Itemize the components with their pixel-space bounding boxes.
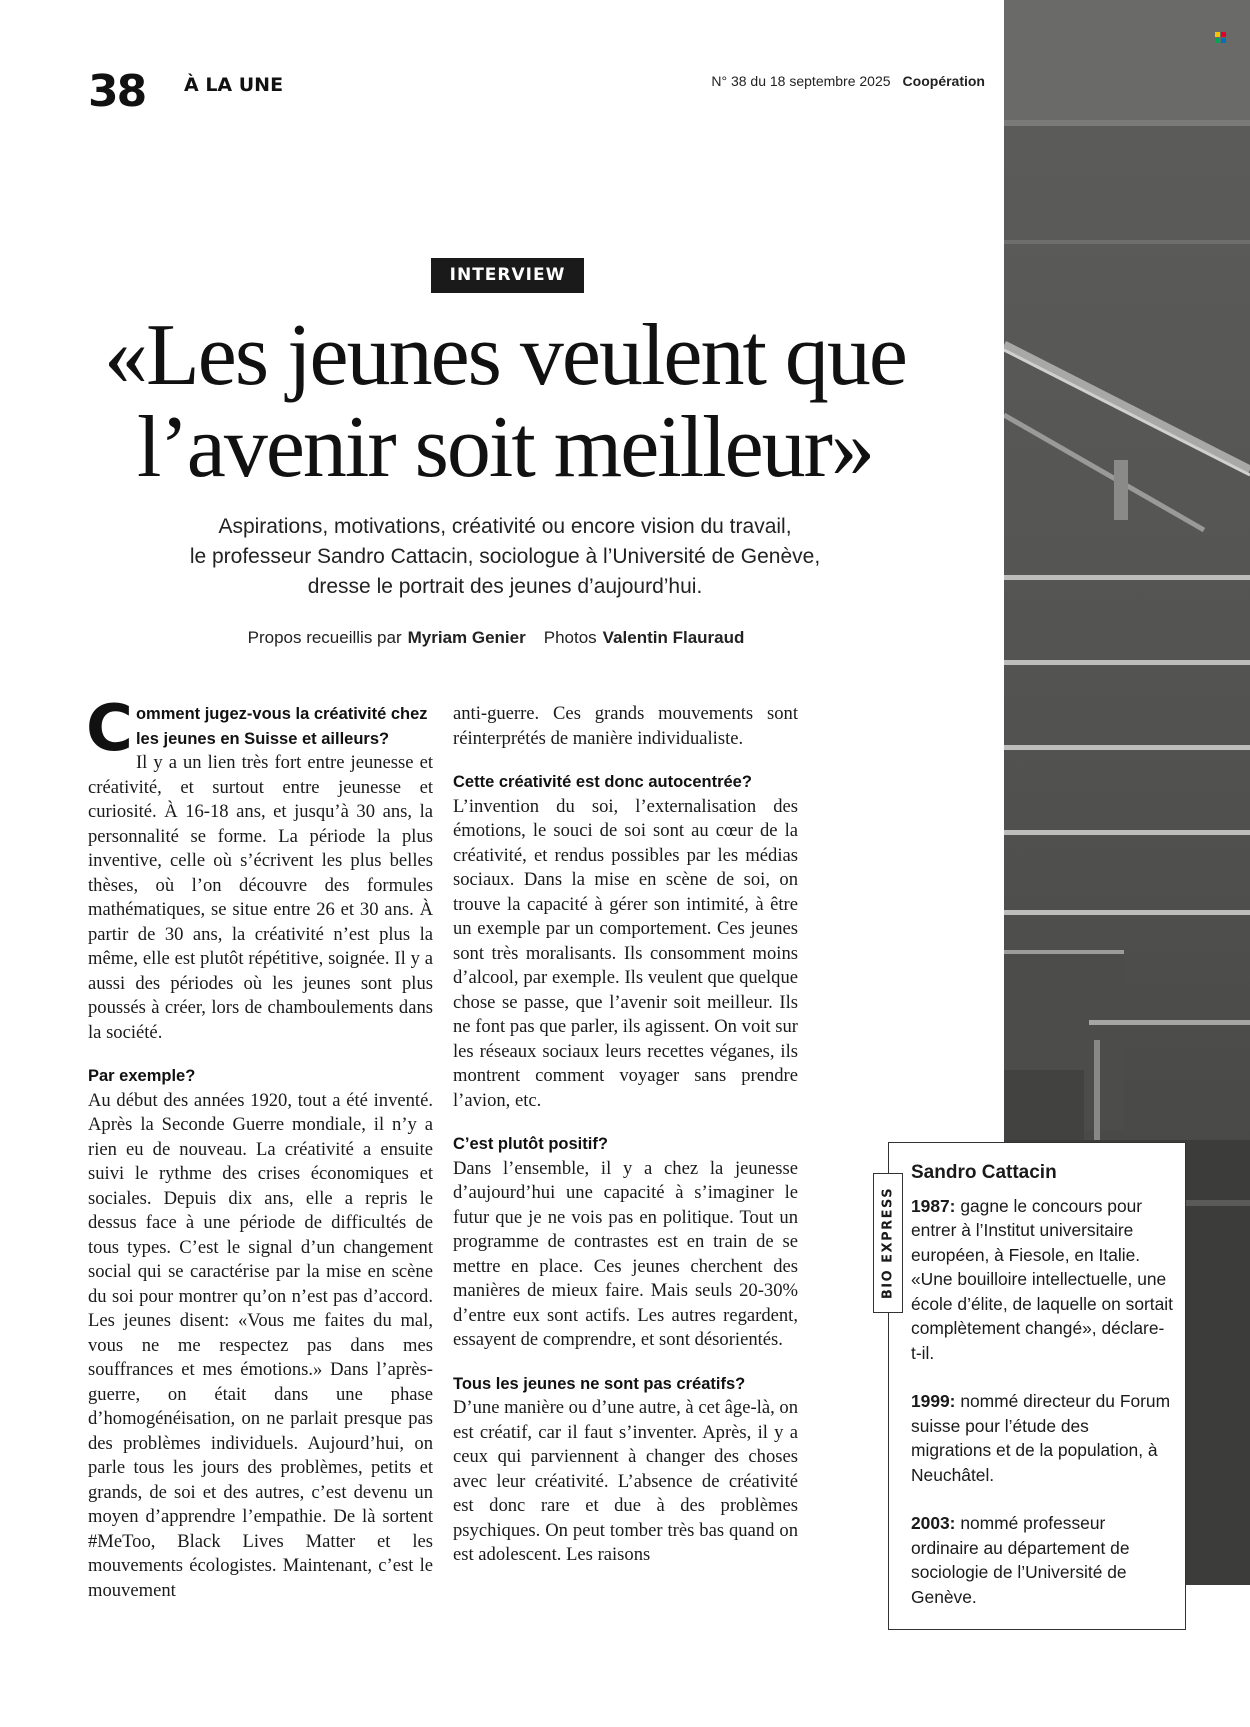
standfirst-line-3: dresse le portrait des jeunes d’aujourd’hui. bbox=[307, 575, 703, 598]
bio-content bbox=[911, 1161, 1173, 1633]
interview-tag: INTERVIEW bbox=[431, 258, 584, 293]
qa-block bbox=[453, 770, 798, 1113]
question: Cette créativité est donc autocentrée? bbox=[453, 773, 752, 791]
page-number: 38 bbox=[88, 66, 146, 117]
bio-entry: 1987: gagne le concours pour entrer à l’Institut universitaire européen, à Fiesole, en Italie. «Une bouilloire intellectuelle, une école d’élite, de laquelle on sortait complètement changé», déclare-t-il. bbox=[911, 1195, 1173, 1363]
headline-line-1: «Les jeunes veulent que bbox=[104, 307, 906, 404]
headline-line-2: l’avenir soit meilleur» bbox=[137, 399, 873, 496]
section-title: À LA UNE bbox=[184, 74, 284, 96]
interview-label: Propos recueillis par bbox=[247, 628, 402, 647]
standfirst-line-1: Aspirations, motivations, créativité ou encore vision du travail, bbox=[218, 515, 792, 538]
qa-block bbox=[88, 1064, 433, 1603]
answer-continued: anti-guerre. Ces grands mouvements sont réinterprétés de manière individualiste. bbox=[453, 703, 798, 749]
article-column-2 bbox=[453, 702, 798, 1587]
byline bbox=[130, 628, 880, 648]
issue-info bbox=[711, 73, 985, 89]
bio-express-box bbox=[880, 1142, 1186, 1630]
photographer-name: Valentin Flauraud bbox=[602, 628, 745, 647]
question: Comment jugez-vous la créativité chez les jeunes en Suisse et ailleurs? bbox=[86, 692, 428, 766]
standfirst-line-2: le professeur Sandro Cattacin, sociologue à l’Université de Genève, bbox=[189, 545, 821, 568]
answer: D’une manière ou d’une autre, à cet âge-là, on est créatif, car il faut s’inventer. Après, il y a ceux qui parviennent à changer des choses avec leur créativité. L’absence de créativité est donc rare et due à des problèmes psychiques. On peut tomber très bas quand on est adolescent. Les raisons bbox=[453, 1397, 798, 1565]
answer: Il y a un lien très fort entre jeunesse et créativité, et surtout entre jeunesse et curiosité. À 16-18 ans, et jusqu’à 30 ans, la personnalité se forme. La période la plus inventive, celle où s’écrivent les plus belles thèses, où l’on découvre des formules mathématiques, se situe entre 26 et 30 ans. À partir de 30 ans, la créativité n’est plus la même, elle est plutôt répétitive, soignée. Il y a aussi des périodes où les jeunes sont plus poussés à créer, lors de chamboulements dans la société. bbox=[88, 752, 433, 1043]
answer: Dans l’ensemble, il y a chez la jeunesse d’aujourd’hui une capacité à s’imaginer le futur que je ne vois pas en politique. Tout un programme de contrastes est en train de se mettre en place. Ces jeunes cherchent des manières de mieux faire. Mais seuls 20-30% d’entre eux sont actifs. Les autres regardent, essayent de comprendre, et sont désorientés. bbox=[453, 1157, 798, 1350]
interviewer-name: Myriam Genier bbox=[407, 628, 526, 647]
bio-express-label: BIO EXPRESS bbox=[873, 1173, 903, 1313]
brand-dots-icon bbox=[1215, 32, 1229, 51]
headline bbox=[40, 307, 970, 496]
answer: L’invention du soi, l’externalisation des émotions, le souci de soi sont au cœur de la créativité, et rendus possibles par les médias sociaux. Dans la mise en scène de soi, on trouve la capacité à gérer son intimité, à être un exemple par un comportement. Ces jeunes sont très moralisants. Ils consomment moins d’alcool, par exemple. Ils veulent que quelque chose se passe, que l’avenir soit meilleur. Ils ne font pas que parler, ils agissent. On voit sur les réseaux sociaux leurs recettes véganes, ils montrent comment voyager sans prendre l’avion, etc. bbox=[453, 795, 798, 1111]
publication-name: Coopération bbox=[902, 73, 985, 89]
qa-block bbox=[86, 692, 433, 1045]
bio-entry: 2003: nommé professeur ordinaire au département de sociologie de l’Université de Genève. bbox=[911, 1513, 1130, 1607]
bio-name: Sandro Cattacin bbox=[911, 1162, 1057, 1183]
drop-cap: C bbox=[86, 692, 133, 766]
question: Par exemple? bbox=[88, 1067, 196, 1085]
question: C’est plutôt positif? bbox=[453, 1135, 608, 1153]
article-column-1 bbox=[86, 692, 433, 1622]
answer: Au début des années 1920, tout a été inventé. Après la Seconde Guerre mondiale, il n’y a rien eu de nouveau. La créativité a ensuite suivi le rythme des crises économiques et sociales. Depuis dix ans, elle a repris le dessus face à une période de difficultés de tous types. C’est le signal d’un changement social qui se caractérise par la mise en scène du soi pour montrer qu’on n’est pas d’accord. Les jeunes disent: «Vous me faites du mal, vous ne me respectez pas dans mes souffrances et mes émotions.» Dans l’après-guerre, on était dans une phase d’homogénéisation, on ne parlait presque pas des problèmes individuels. Aujourd’hui, on parle tous les jours des problèmes, petits et grands, de soi et des autres, c’est devenu un moyen d’apprendre l’empathie. De là sortent #MeToo, Black Lives Matter et les mouvements écologistes. Maintenant, c’est le mouvement bbox=[88, 1089, 433, 1601]
question: Tous les jeunes ne sont pas créatifs? bbox=[453, 1374, 746, 1393]
issue-date: N° 38 du 18 septembre 2025 bbox=[711, 73, 891, 89]
qa-block bbox=[453, 1372, 798, 1568]
bio-entry: 1999: nommé directeur du Forum suisse pour l’étude des migrations et de la population, à Neuchâtel. bbox=[911, 1391, 1171, 1485]
photo-label: Photos bbox=[543, 628, 597, 647]
qa-block bbox=[453, 1132, 798, 1353]
standfirst bbox=[110, 512, 900, 602]
